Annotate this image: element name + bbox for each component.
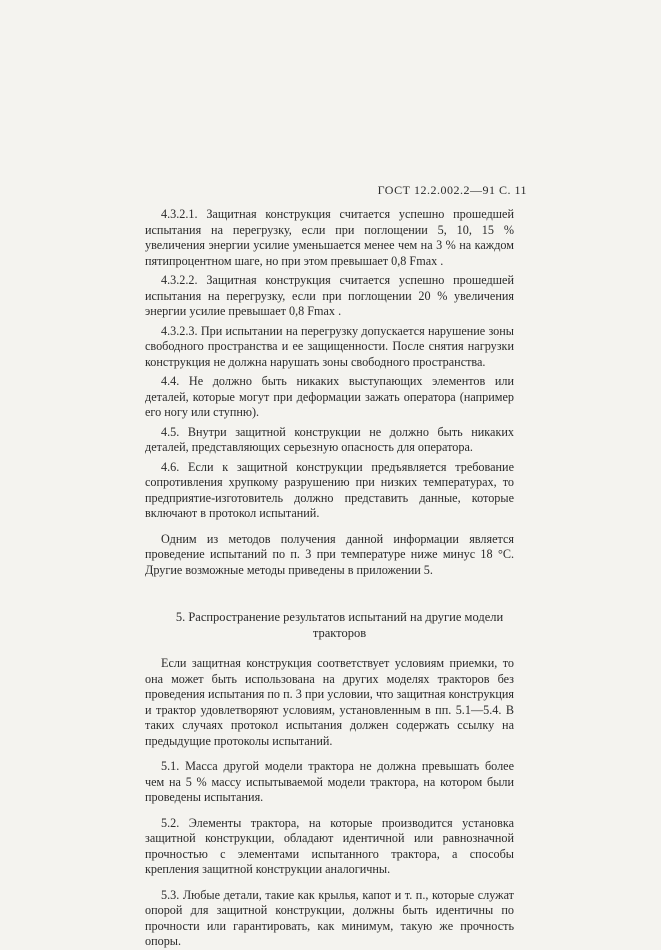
page-header: ГОСТ 12.2.002.2—91 С. 11 — [377, 183, 527, 197]
document-body — [145, 207, 514, 950]
paragraph-4-3-2-1: 4.3.2.1. Защитная конструкция считается успешно прошедшей испытания на перегрузку, если при поглощении 5, 10, 15 % увеличения энергии усилие уменьшается менее чем на 3 % на каждом пятипроцентном шаге, но при этом превышает 0,8 Fmax . — [145, 207, 514, 268]
paragraph-5-2: 5.2. Элементы трактора, на которые производится установка защитной конструкции, обладают идентичной или равнозначной прочностью с элементами испытанного трактора, а способы крепления защитной конструкции аналогичны. — [145, 815, 514, 876]
paragraph-section-intro: Если защитная конструкция соответствует условиям приемки, то она может быть использована на других моделях тракторов без проведения испытания по п. 3 при условии, что защитная конструкция и трактор удовлетворяют условиям, установленным в пп. 5.1—5.4. В таких случаях протокол испытания должен содержать ссылку на предыдущие протоколы испытаний. — [145, 656, 514, 748]
paragraph-4-4: 4.4. Не должно быть никаких выступающих элементов или деталей, которые могут при деформации зажать оператора (например его ногу или ступню). — [145, 374, 514, 419]
paragraph-4-3-2-3: 4.3.2.3. При испытании на перегрузку допускается нарушение зоны свободного пространства и ее защищенности. После снятия нагрузки конструкция не должна нарушать зоны свободного пространства. — [145, 323, 514, 369]
paragraph-5-3: 5.3. Любые детали, такие как крылья, капот и т. п., которые служат опорой для защитной конструкции, должны быть идентичны по прочности или гарантировать, как минимум, такую же прочность опоры. — [145, 887, 514, 948]
paragraph-note: Одним из методов получения данной информации является проведение испытаний по п. 3 при температуре ниже минус 18 °C. Другие возможные методы приведены в приложении 5. — [145, 531, 514, 577]
paragraph-4-3-2-2: 4.3.2.2. Защитная конструкция считается успешно прошедшей испытания на перегрузку, если при поглощении 20 % увеличения энергии усилие превышает 0,8 Fmax . — [145, 273, 514, 318]
paragraph-4-5: 4.5. Внутри защитной конструкции не должно быть никаких деталей, представляющих серьезную опасность для оператора. — [145, 424, 514, 454]
paragraph-5-1: 5.1. Масса другой модели трактора не должна превышать более чем на 5 % массу испытываемой модели трактора, на котором были проведены испытания. — [145, 759, 514, 804]
section-title: 5. Распространение результатов испытаний на другие модели тракторов — [175, 610, 504, 640]
paragraph-4-6: 4.6. Если к защитной конструкции предъявляется требование сопротивления хрупкому разрушению при низких температурах, то предприятие-изготовитель должно представить данные, которые включают в протокол испытаний. — [145, 459, 514, 520]
